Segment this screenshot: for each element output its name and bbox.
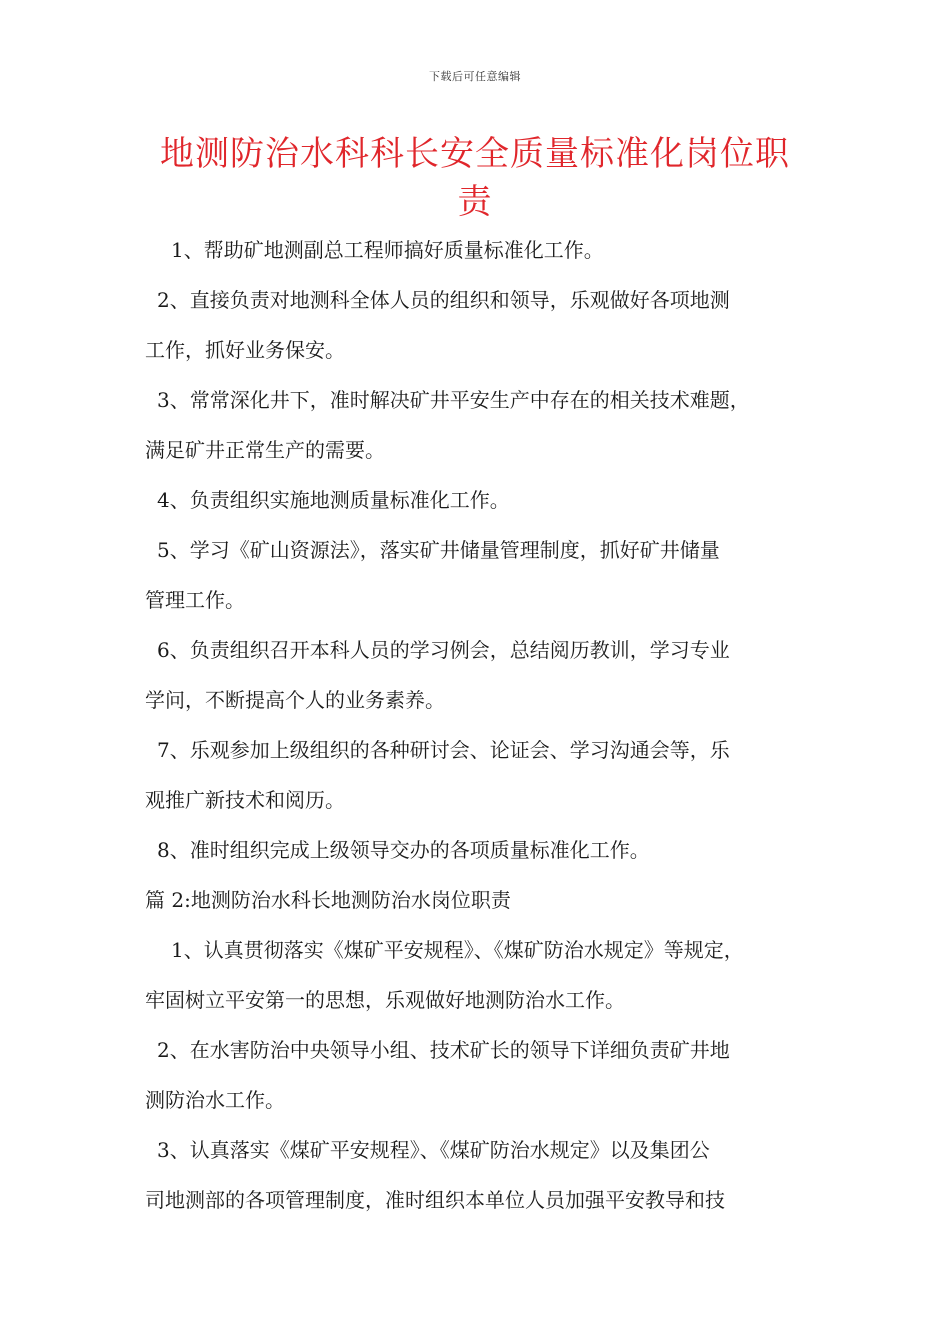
text-line: 3、认真落实《煤矿平安规程》、《煤矿防治水规定》以及集团公 — [157, 1138, 710, 1162]
text-line: 学问，不断提高个人的业务素养。 — [145, 688, 445, 712]
paragraph-6 — [145, 625, 835, 725]
text-line: 8、准时组织完成上级领导交办的各项质量标准化工作。 — [157, 838, 650, 862]
text-line: 6、负责组织召开本科人员的学习例会，总结阅历教训，学习专业 — [157, 638, 730, 662]
text-line: 2、在水害防治中央领导小组、技术矿长的领导下详细负责矿井地 — [157, 1038, 730, 1062]
text-line: 1、帮助矿地测副总工程师搞好质量标准化工作。 — [171, 238, 604, 262]
title-line-1: 地测防治水科科长安全质量标准化岗位职 — [160, 134, 790, 174]
paragraph-7 — [145, 725, 835, 825]
text-line: 满足矿井正常生产的需要。 — [145, 438, 385, 462]
paragraph-8 — [145, 825, 835, 875]
text-line: 观推广新技术和阅历。 — [145, 788, 345, 812]
text-line: 3、常常深化井下，准时解决矿井平安生产中存在的相关技术难题， — [157, 388, 750, 412]
text-line: 1、认真贯彻落实《煤矿平安规程》、《煤矿防治水规定》等规定， — [171, 938, 744, 962]
header-note: 下载后可任意编辑 — [429, 70, 521, 83]
paragraph-s2-1 — [145, 925, 835, 1025]
text-line: 7、乐观参加上级组织的各种研讨会、论证会、学习沟通会等，乐 — [157, 738, 730, 762]
paragraph-1 — [145, 225, 835, 275]
text-line: 测防治水工作。 — [145, 1088, 285, 1112]
text-line: 管理工作。 — [145, 588, 245, 612]
text-line: 牢固树立平安第一的思想，乐观做好地测防治水工作。 — [145, 988, 625, 1012]
text-line: 工作，抓好业务保安。 — [145, 338, 345, 362]
section-heading — [145, 875, 835, 925]
text-line: 4、负责组织实施地测质量标准化工作。 — [157, 488, 510, 512]
document-body — [145, 225, 835, 1225]
paragraph-3 — [145, 375, 835, 475]
text-line: 5、学习《矿山资源法》，落实矿井储量管理制度，抓好矿井储量 — [157, 538, 720, 562]
text-line: 2、直接负责对地测科全体人员的组织和领导，乐观做好各项地测 — [157, 288, 730, 312]
document-title — [140, 130, 810, 226]
paragraph-s2-2 — [145, 1025, 835, 1125]
text-line: 篇 2:地测防治水科长地测防治水岗位职责 — [145, 888, 511, 912]
paragraph-4 — [145, 475, 835, 525]
text-line: 司地测部的各项管理制度，准时组织本单位人员加强平安教导和技 — [145, 1188, 725, 1212]
paragraph-s2-3 — [145, 1125, 835, 1225]
paragraph-2 — [145, 275, 835, 375]
paragraph-5 — [145, 525, 835, 625]
title-line-2: 责 — [457, 182, 493, 222]
